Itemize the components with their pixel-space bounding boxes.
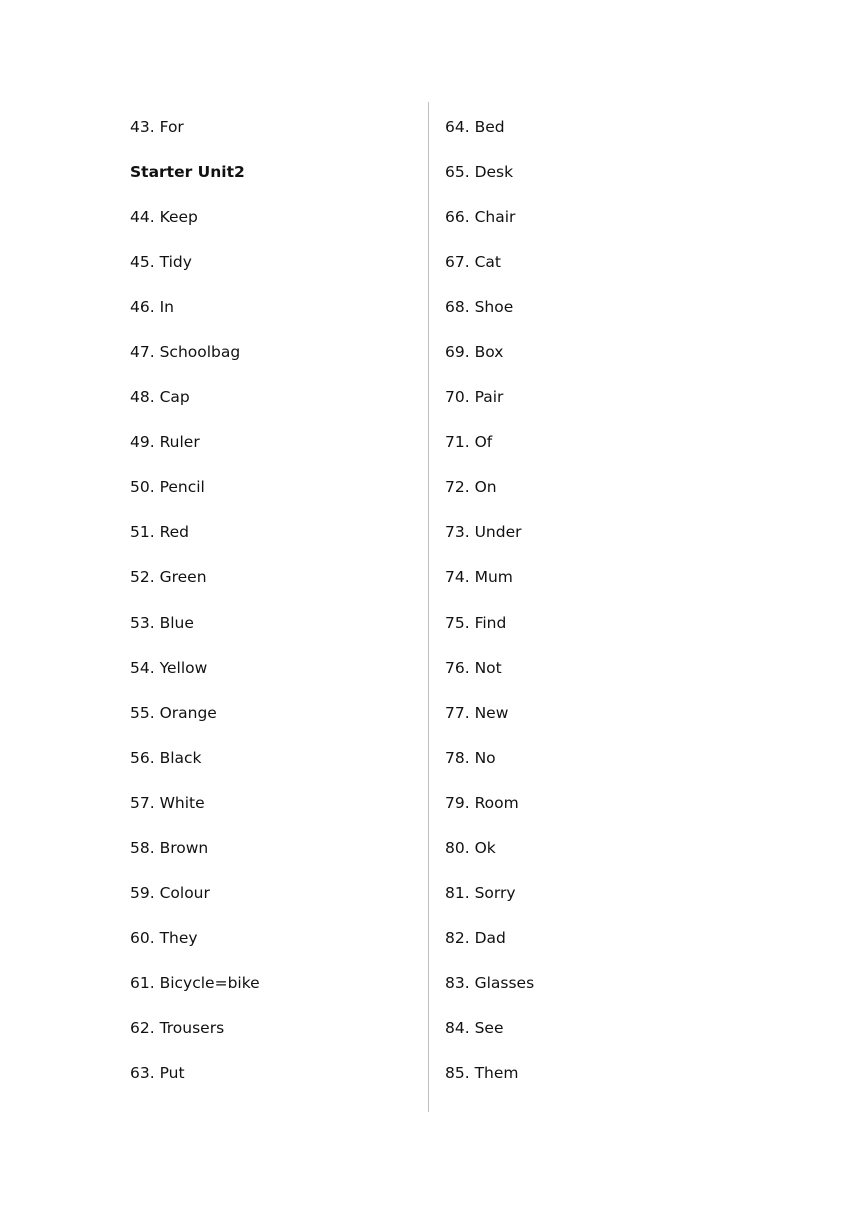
word-entry: 78. No (445, 748, 496, 767)
word-entry: 51. Red (130, 523, 190, 542)
word-entry: 76. Not (445, 658, 502, 677)
word-entry: 64. Bed (445, 118, 505, 136)
word-entry: 59. Colour (130, 883, 210, 902)
section-heading: Starter Unit2 (130, 163, 245, 182)
word-entry: 56. Black (130, 748, 202, 767)
word-entry: 48. Cap (130, 388, 190, 407)
word-entry: 72. On (445, 478, 497, 497)
word-entry: 63. Put (130, 1063, 185, 1082)
word-entry: 69. Box (445, 343, 504, 362)
column-divider (428, 102, 429, 1112)
word-entry: 65. Desk (445, 163, 514, 182)
right-word-column (445, 105, 735, 1096)
word-entry: 67. Cat (445, 253, 501, 272)
word-entry: 71. Of (445, 433, 493, 452)
word-entry: 52. Green (130, 568, 207, 587)
word-entry: 47. Schoolbag (130, 343, 241, 362)
word-entry: 62. Trousers (130, 1018, 225, 1037)
word-entry: 84. See (445, 1018, 504, 1037)
word-entry: 79. Room (445, 793, 519, 812)
word-entry: 80. Ok (445, 838, 496, 857)
word-entry: 66. Chair (445, 208, 516, 227)
word-entry: 81. Sorry (445, 883, 516, 902)
word-entry: 83. Glasses (445, 973, 535, 992)
word-entry: 44. Keep (130, 208, 198, 227)
word-entry: 58. Brown (130, 838, 209, 857)
word-entry: 54. Yellow (130, 658, 208, 677)
word-entry: 77. New (445, 703, 509, 722)
word-entry: 82. Dad (445, 928, 506, 947)
word-entry: 70. Pair (445, 388, 504, 407)
word-entry: 43. For (130, 118, 184, 136)
word-entry: 57. White (130, 793, 205, 812)
word-entry: 68. Shoe (445, 298, 514, 317)
word-entry: 49. Ruler (130, 433, 200, 452)
word-entry: 61. Bicycle=bike (130, 973, 260, 992)
word-entry: 50. Pencil (130, 478, 205, 497)
word-entry: 73. Under (445, 523, 522, 542)
word-entry: 53. Blue (130, 613, 194, 632)
word-entry: 45. Tidy (130, 253, 192, 272)
word-entry: 74. Mum (445, 568, 513, 587)
word-entry: 60. They (130, 928, 198, 947)
word-entry: 55. Orange (130, 703, 217, 722)
word-entry: 46. In (130, 298, 174, 317)
word-entry: 75. Find (445, 613, 507, 632)
word-entry: 85. Them (445, 1063, 519, 1082)
left-word-column (130, 105, 420, 1096)
